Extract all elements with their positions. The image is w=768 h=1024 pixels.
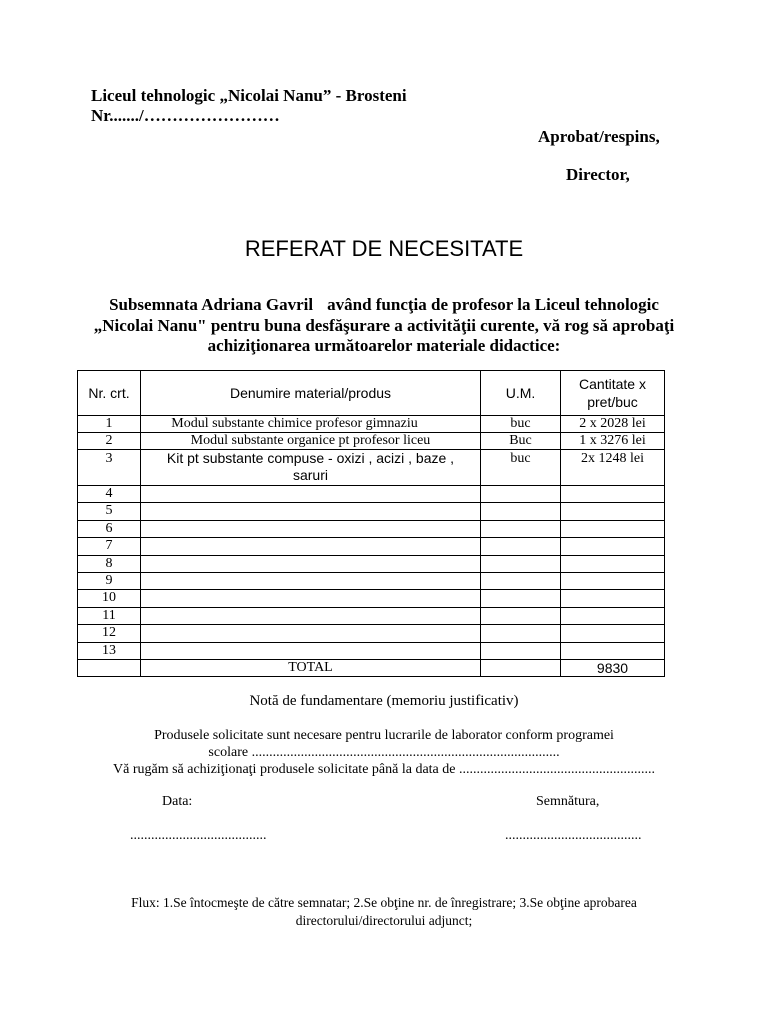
table-row: [78, 573, 665, 590]
header-qty-label: Cantitate x pret/buc: [579, 376, 646, 410]
justification-line-1: Produsele solicitate sunt necesare pentru lucrarile de laborator conform programei: [154, 728, 614, 743]
intro-paragraph: [0, 295, 768, 357]
header-um: U.M.: [481, 371, 561, 416]
cell-name: [141, 520, 481, 537]
table-row: [78, 607, 665, 624]
justification-line-3: Vă rugăm să achiziţionaţi produsele solicitate până la data de ........................................................: [113, 762, 655, 777]
cell-nr: 9: [78, 573, 141, 590]
cell-nr: 10: [78, 590, 141, 607]
applicant-name: Adriana Gavril: [201, 295, 314, 314]
flux-line-2: directorului/directorului adjunct;: [295, 913, 473, 928]
cell-um: [481, 555, 561, 572]
total-value: 9830: [561, 660, 665, 677]
signature-label: Semnătura,: [536, 794, 600, 809]
justification-heading: Notă de fundamentare (memoriu justificativ): [249, 693, 519, 709]
cell-um: buc: [481, 450, 561, 486]
cell-name: [141, 590, 481, 607]
header-name: Denumire material/produs: [141, 371, 481, 416]
date-blank: .......................................: [130, 828, 267, 843]
cell-nr: 12: [78, 625, 141, 642]
signature-blank: .......................................: [505, 828, 642, 843]
table-row: [78, 642, 665, 659]
flux-note: [0, 894, 768, 930]
cell-nr: 7: [78, 538, 141, 555]
cell-nr: 11: [78, 607, 141, 624]
cell-qty: [561, 573, 665, 590]
approval-label: Aprobat/respins,: [538, 127, 660, 146]
cell-nr: 6: [78, 520, 141, 537]
cell-um: Buc: [481, 433, 561, 450]
cell-qty: 2 x 2028 lei: [561, 416, 665, 433]
table-row: [78, 555, 665, 572]
table-row: [78, 450, 665, 486]
cell-um: [481, 625, 561, 642]
cell-qty: [561, 590, 665, 607]
cell-qty: [561, 555, 665, 572]
cell-um: [481, 660, 561, 677]
intro-line-3: achiziţionarea următoarelor materiale didactice:: [207, 336, 561, 355]
intro-prefix: Subsemnata: [109, 295, 198, 314]
cell-qty: [561, 625, 665, 642]
cell-nr: 5: [78, 503, 141, 520]
cell-name: [141, 642, 481, 659]
document-title: REFERAT DE NECESITATE: [244, 236, 524, 261]
justification-text: [0, 727, 768, 778]
cell-name: [141, 538, 481, 555]
cell-um: [481, 503, 561, 520]
cell-um: [481, 486, 561, 503]
cell-nr: 3: [78, 450, 141, 486]
cell-nr: [78, 660, 141, 677]
cell-name: Modul substante organice pt profesor liceu: [141, 433, 481, 450]
cell-name: [141, 573, 481, 590]
cell-name: [141, 625, 481, 642]
cell-nr: 8: [78, 555, 141, 572]
justification-line-2: scolare ........................................................................................: [208, 745, 560, 760]
cell-qty: 1 x 3276 lei: [561, 433, 665, 450]
header-qty: [561, 371, 665, 416]
table-row: [78, 486, 665, 503]
intro-line-1: [0, 295, 768, 316]
cell-qty: [561, 486, 665, 503]
table-row: [78, 520, 665, 537]
cell-name: [141, 607, 481, 624]
cell-um: [481, 538, 561, 555]
cell-name: Modul substante chimice profesor gimnaziu: [141, 416, 481, 433]
header-nr: Nr. crt.: [78, 371, 141, 416]
cell-um: [481, 607, 561, 624]
cell-um: buc: [481, 416, 561, 433]
cell-qty: [561, 520, 665, 537]
table-total-row: [78, 660, 665, 677]
flux-line-1: Flux: 1.Se întocmeşte de către semnatar; 2.Se obţine nr. de înregistrare; 3.Se obţine aprobarea: [131, 895, 637, 910]
cell-qty: [561, 607, 665, 624]
table-row: [78, 590, 665, 607]
cell-nr: 1: [78, 416, 141, 433]
school-name: Liceul tehnologic „Nicolai Nanu” - Brosteni: [91, 86, 407, 105]
total-label: TOTAL: [141, 660, 481, 677]
cell-nr: 13: [78, 642, 141, 659]
director-label: Director,: [566, 165, 630, 184]
cell-qty: [561, 538, 665, 555]
materials-table: [77, 370, 665, 677]
cell-name: [141, 555, 481, 572]
date-label: Data:: [162, 794, 193, 809]
table-row: [78, 625, 665, 642]
intro-line-2: „Nicolai Nanu" pentru buna desfăşurare a activităţii curente, vă rog să aprobaţi: [93, 315, 675, 335]
registration-number: Nr......./……………………: [91, 106, 280, 125]
cell-qty: 2x 1248 lei: [561, 450, 665, 486]
cell-nr: 4: [78, 486, 141, 503]
table-row: [78, 433, 665, 450]
table-row: [78, 416, 665, 433]
cell-qty: [561, 642, 665, 659]
cell-um: [481, 590, 561, 607]
table-header-row: [78, 371, 665, 416]
cell-um: [481, 573, 561, 590]
cell-um: [481, 520, 561, 537]
cell-name: [141, 503, 481, 520]
table-row: [78, 503, 665, 520]
cell-um: [481, 642, 561, 659]
table-row: [78, 538, 665, 555]
cell-name: [141, 450, 481, 486]
cell-name: [141, 486, 481, 503]
intro-line-1-rest: având funcţia de profesor la Liceul tehnologic: [327, 295, 659, 314]
cell-name-text: Kit pt substante compuse - oxizi , acizi , baze , saruri: [166, 450, 455, 483]
cell-nr: 2: [78, 433, 141, 450]
cell-qty: [561, 503, 665, 520]
